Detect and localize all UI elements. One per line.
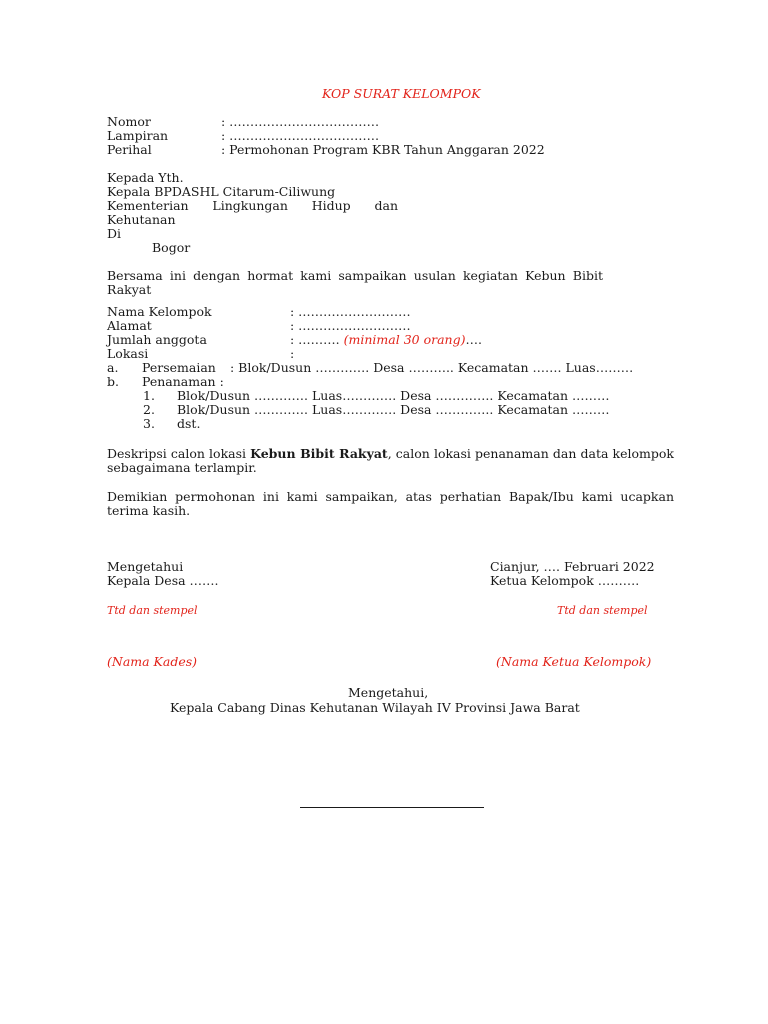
addressee-city: Bogor [152, 240, 191, 255]
lokasi-label: Lokasi [107, 346, 149, 361]
left-signer-name: (Nama Kades) [107, 654, 198, 669]
addressee-ministry-line [107, 199, 398, 213]
description-pre: Deskripsi calon lokasi [107, 446, 251, 461]
addressee-di: Di [107, 226, 122, 241]
list-item-marker: 3. [143, 416, 155, 431]
left-signature-stamp: Ttd dan stempel [107, 604, 198, 617]
lampiran-label: Lampiran [107, 128, 169, 143]
list-item: Blok/Dusun …………. Luas…………. Desa ………….. Kecamatan ……… [177, 402, 610, 417]
approval-office: Kepala Cabang Dinas Kehutanan Wilayah IV Provinsi Jawa Barat [170, 700, 580, 715]
addressee-office: Kepala BPDASHL Citarum-Ciliwung [107, 184, 336, 199]
closing-paragraph: Demikian permohonan ini kami sampaikan, atas perhatian Bapak/Ibu kami ucapkan terima kasih. [107, 489, 674, 518]
left-signer-role: Kepala Desa ……. [107, 573, 219, 588]
right-signature-stamp: Ttd dan stempel [557, 604, 648, 617]
lokasi-value: : [290, 346, 295, 361]
description-bold: Kebun Bibit Rakyat [250, 446, 388, 461]
right-place-date: Cianjur, …. Februari 2022 [490, 559, 655, 574]
jumlah-anggota-label: Jumlah anggota [107, 332, 207, 347]
addressee-word: Hidup [311, 198, 351, 213]
nomor-label: Nomor [107, 114, 151, 129]
nama-kelompok-value: : ……………………… [290, 304, 411, 319]
addressee-ministry-end: Kehutanan [107, 212, 176, 227]
persemaian-marker: a. [107, 360, 119, 375]
addressee-word: Lingkungan [212, 198, 288, 213]
approval-signature-line [300, 807, 484, 808]
alamat-label: Alamat [107, 318, 152, 333]
addressee-greeting: Kepada Yth. [107, 170, 184, 185]
description-post: , calon lokasi penanaman dan data kelompok sebagaimana terlampir. [107, 446, 674, 475]
penanaman-marker: b. [107, 374, 119, 389]
list-item-marker: 1. [143, 388, 155, 403]
left-signer-title: Mengetahui [107, 559, 184, 574]
letterhead-title: KOP SURAT KELOMPOK [322, 86, 481, 101]
perihal-value: : Permohonan Program KBR Tahun Anggaran 2022 [221, 142, 545, 157]
nama-kelompok-label: Nama Kelompok [107, 304, 212, 319]
nomor-value: : ……………………………… [221, 114, 380, 129]
lampiran-value: : ……………………………… [221, 128, 380, 143]
penanaman-label: Penanaman : [142, 374, 224, 389]
jumlah-note: (minimal 30 orang) [343, 332, 466, 347]
list-item: dst. [177, 416, 201, 431]
alamat-value: : ……………………… [290, 318, 411, 333]
persemaian-value: : Blok/Dusun …………. Desa ……….. Kecamatan ……. Luas……… [230, 360, 634, 375]
jumlah-anggota-value [290, 333, 482, 347]
addressee-word: dan [374, 198, 398, 213]
persemaian-label: Persemaian [142, 360, 216, 375]
approval-title: Mengetahui, [348, 685, 429, 700]
right-signer-role: Ketua Kelompok ………. [490, 573, 640, 588]
perihal-label: Perihal [107, 142, 152, 157]
right-signer-name: (Nama Ketua Kelompok) [496, 654, 652, 669]
intro-paragraph: Bersama ini dengan hormat kami sampaikan usulan kegiatan Kebun Bibit Rakyat [107, 268, 603, 297]
list-item-marker: 2. [143, 402, 155, 417]
list-item: Blok/Dusun …………. Luas…………. Desa ………….. Kecamatan ……… [177, 388, 610, 403]
description-paragraph [107, 447, 674, 475]
jumlah-prefix: : ………. [290, 332, 344, 347]
jumlah-suffix: …. [465, 332, 482, 347]
addressee-word: Kementerian [107, 198, 189, 213]
